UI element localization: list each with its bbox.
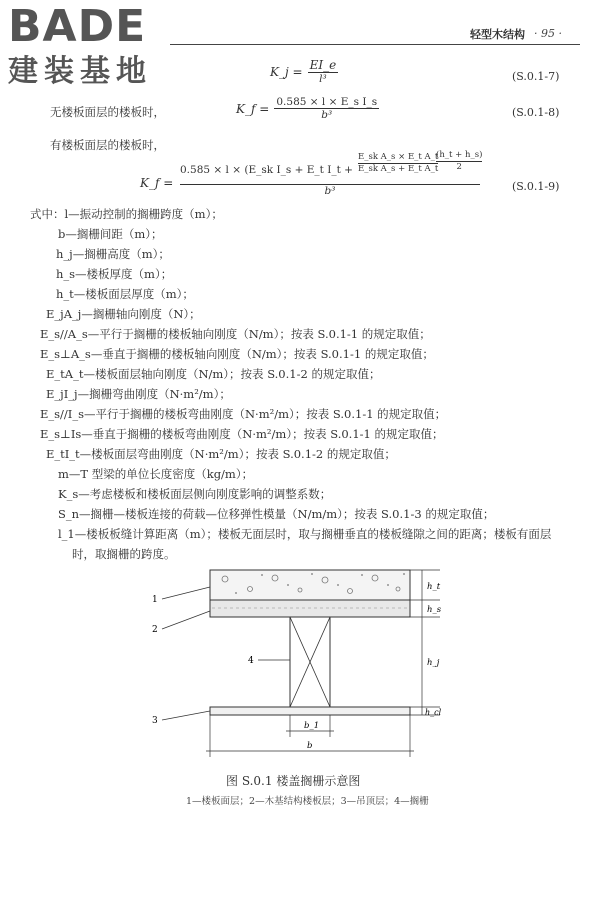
eq8-lhs: K_f = xyxy=(236,102,270,116)
eq7-number: (S.0.1-7) xyxy=(512,70,560,83)
def-item: S_n—搁栅—楼板连接的荷载—位移弹性模量（N/m/m）；按表 S.0.1-3 的规定取值； xyxy=(58,507,495,521)
eq8-number: (S.0.1-8) xyxy=(512,106,560,119)
eq9-num-part-a: 0.585 × l × (E_sk I_s + E_t I_t + xyxy=(180,164,353,176)
leader-1 xyxy=(162,587,210,599)
eq8-denominator: b³ xyxy=(321,109,333,121)
def-item: E_jA_j—搁栅轴向刚度（N）； xyxy=(46,307,201,321)
definitions-list xyxy=(30,206,590,566)
def-item: E_s⊥A_s—垂直于搁栅的楼板轴向刚度（N/m）；按表 S.0.1-1 的规定取值； xyxy=(40,347,434,361)
def-item: E_s//A_s—平行于搁栅的楼板轴向刚度（N/m）；按表 S.0.1-1 的规定取值； xyxy=(40,327,431,341)
figure-subcaption: 1—楼板面层；2—木基结构楼板层；3—吊顶层；4—搁栅 xyxy=(186,796,429,807)
label-4: 4 xyxy=(248,656,254,666)
dim-ht: h_t xyxy=(427,582,441,592)
eq8-intro: 无楼板面层的楼板时， xyxy=(50,105,165,119)
def-item: E_tA_t—楼板面层轴向刚度（N/m）；按表 S.0.1-2 的规定取值； xyxy=(46,367,381,381)
eq8-fraction xyxy=(274,96,379,121)
leader-2 xyxy=(162,611,210,629)
dim-hcl: h_cl xyxy=(425,708,442,717)
def-item: E_s⊥Is—垂直于搁栅的楼板弯曲刚度（N·m²/m）；按表 S.0.1-1 的规定取值； xyxy=(40,427,444,441)
def-item: K_s—考虑楼板和楼板面层侧向刚度影响的调整系数； xyxy=(58,487,332,501)
def-item: E_tI_t—楼板面层弯曲刚度（N·m²/m）；按表 S.0.1-2 的规定取值； xyxy=(46,447,396,461)
label-1: 1 xyxy=(152,595,158,605)
def-item: 时，取搁栅的跨度。 xyxy=(72,547,176,561)
def-item: E_s//I_s—平行于搁栅的楼板弯曲刚度（N·m²/m）；按表 S.0.1-1 的规定取值； xyxy=(40,407,447,421)
joist-diagram xyxy=(140,565,460,765)
eq9-number: (S.0.1-9) xyxy=(512,180,560,193)
def-item: h_t—楼板面层厚度（m）； xyxy=(56,287,194,301)
eq9-fraction xyxy=(180,150,483,197)
eq9-paren-num: (h_t + h_s) xyxy=(436,150,483,160)
section-title: 轻型木结构 xyxy=(470,28,525,41)
eq7-numerator: EI_e xyxy=(309,58,337,72)
equation-7 xyxy=(270,58,338,85)
figure-caption: 图 S.0.1 楼盖搁栅示意图 xyxy=(226,774,361,788)
eq8-numerator: 0.585 × l × E_s I_s xyxy=(276,96,378,108)
def-item: 式中：l—振动控制的搁栅跨度（m）； xyxy=(30,207,223,221)
page-number: · 95 · xyxy=(534,27,562,40)
def-item: m—T 型梁的单位长度密度（kg/m）； xyxy=(58,467,254,481)
dim-hj: h_j xyxy=(427,658,440,668)
eq9-numerator xyxy=(180,150,483,184)
eq9-inner-num: E_sk A_s × E_t A_t xyxy=(358,152,439,162)
eq9-paren-den: 2 xyxy=(456,162,462,172)
header-rule xyxy=(170,44,580,45)
logo-wordmark: BADE xyxy=(8,1,147,52)
logo-chinese: 建装基地 xyxy=(8,54,152,89)
def-item: l_1—楼板板缝计算距离（m）；楼板无面层时，取与搁栅垂直的楼板缝隙之间的距离；楼板有面层 xyxy=(58,527,552,541)
equation-8 xyxy=(236,96,379,121)
eq9-inner-den: E_sk A_s + E_t A_t xyxy=(358,164,439,174)
dim-b1: b_1 xyxy=(304,721,320,731)
label-2: 2 xyxy=(152,625,158,635)
label-3: 3 xyxy=(152,716,158,726)
def-item: h_s—楼板厚度（m）； xyxy=(56,267,173,281)
eq9-lhs: K_f = xyxy=(140,176,174,190)
leader-3 xyxy=(162,711,210,720)
dim-hs: h_s xyxy=(427,605,442,615)
ceiling-layer xyxy=(210,707,410,715)
eq9-denominator: b³ xyxy=(324,185,336,197)
dim-b: b xyxy=(307,741,313,751)
def-item: b—搁栅间距（m）； xyxy=(58,227,163,241)
topping-layer xyxy=(210,570,410,600)
def-item: h_j—搁栅高度（m）； xyxy=(56,247,170,261)
eq7-lhs: K_j = xyxy=(270,65,303,79)
eq7-fraction xyxy=(308,58,339,85)
eq7-denominator: l³ xyxy=(319,73,327,85)
def-item: E_jI_j—搁栅弯曲刚度（N·m²/m）； xyxy=(46,387,231,401)
eq9-paren-fraction xyxy=(436,150,482,173)
subfloor-layer xyxy=(210,600,410,617)
eq9-inner-fraction xyxy=(358,152,438,175)
eq9-intro: 有楼板面层的楼板时， xyxy=(50,138,165,152)
